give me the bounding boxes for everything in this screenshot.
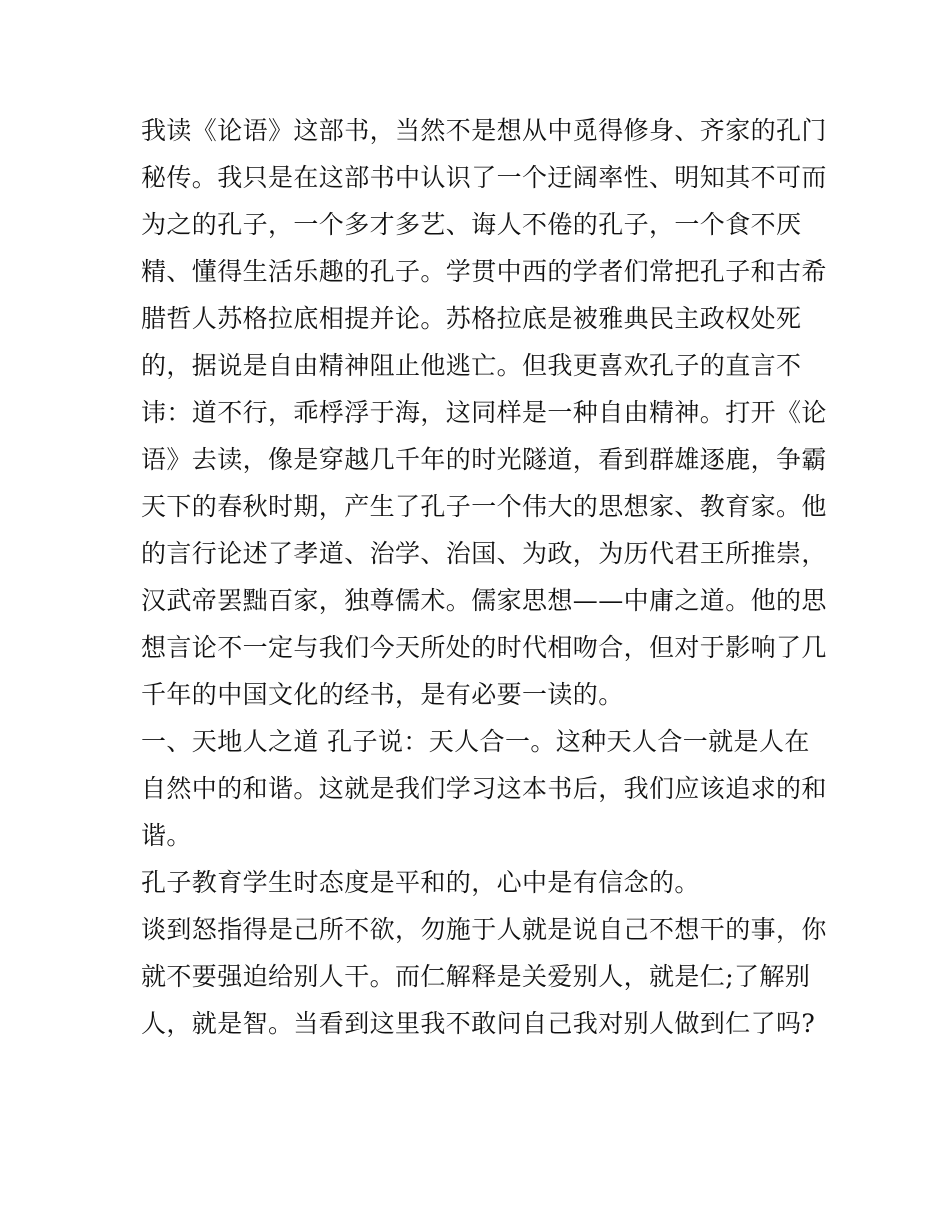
section-heading-line: 一、天地人之道 孔子说：天人合一。这种天人合一就是人在 xyxy=(141,727,810,756)
text-line: 精、懂得生活乐趣的孔子。学贯中西的学者们常把孔子和古希 xyxy=(141,257,827,286)
text-line: 孔子教育学生时态度是平和的，心中是有信念的。 xyxy=(141,868,700,897)
text-line: 语》去读，像是穿越几千年的时光隧道，看到群雄逐鹿，争霸 xyxy=(141,445,827,474)
text-line: 人，就是智。当看到这里我不敢问自己我对别人做到仁了吗? xyxy=(141,1009,816,1038)
body-text xyxy=(141,107,831,1047)
text-line: 我读《论语》这部书，当然不是想从中觅得修身、齐家的孔门 xyxy=(141,116,827,145)
text-line: 讳：道不行，乖桴浮于海，这同样是一种自由精神。打开《论 xyxy=(141,398,827,427)
text-line: 为之的孔子，一个多才多艺、诲人不倦的孔子，一个食不厌 xyxy=(141,210,802,239)
text-line: 的言行论述了孝道、治学、治国、为政，为历代君王所推崇， xyxy=(141,539,827,568)
text-line: 天下的春秋时期，产生了孔子一个伟大的思想家、教育家。他 xyxy=(141,492,827,521)
text-line: 自然中的和谐。这就是我们学习这本书后，我们应该追求的和 xyxy=(141,774,827,803)
text-line: 汉武帝罢黜百家，独尊儒术。儒家思想——中庸之道。他的思 xyxy=(141,586,827,615)
text-line: 谈到怒指得是己所不欲，勿施于人就是说自己不想干的事，你 xyxy=(141,915,827,944)
text-line: 的，据说是自由精神阻止他逃亡。但我更喜欢孔子的直言不 xyxy=(141,351,802,380)
text-line: 就不要强迫给别人干。而仁解释是关爱别人，就是仁;了解别 xyxy=(141,962,811,991)
text-line: 谐。 xyxy=(141,821,192,850)
text-line: 想言论不一定与我们今天所处的时代相吻合，但对于影响了几 xyxy=(141,633,827,662)
text-line: 千年的中国文化的经书，是有必要一读的。 xyxy=(141,680,624,709)
text-line: 腊哲人苏格拉底相提并论。苏格拉底是被雅典民主政权处死 xyxy=(141,304,802,333)
text-line: 秘传。我只是在这部书中认识了一个迂阔率性、明知其不可而 xyxy=(141,163,827,192)
